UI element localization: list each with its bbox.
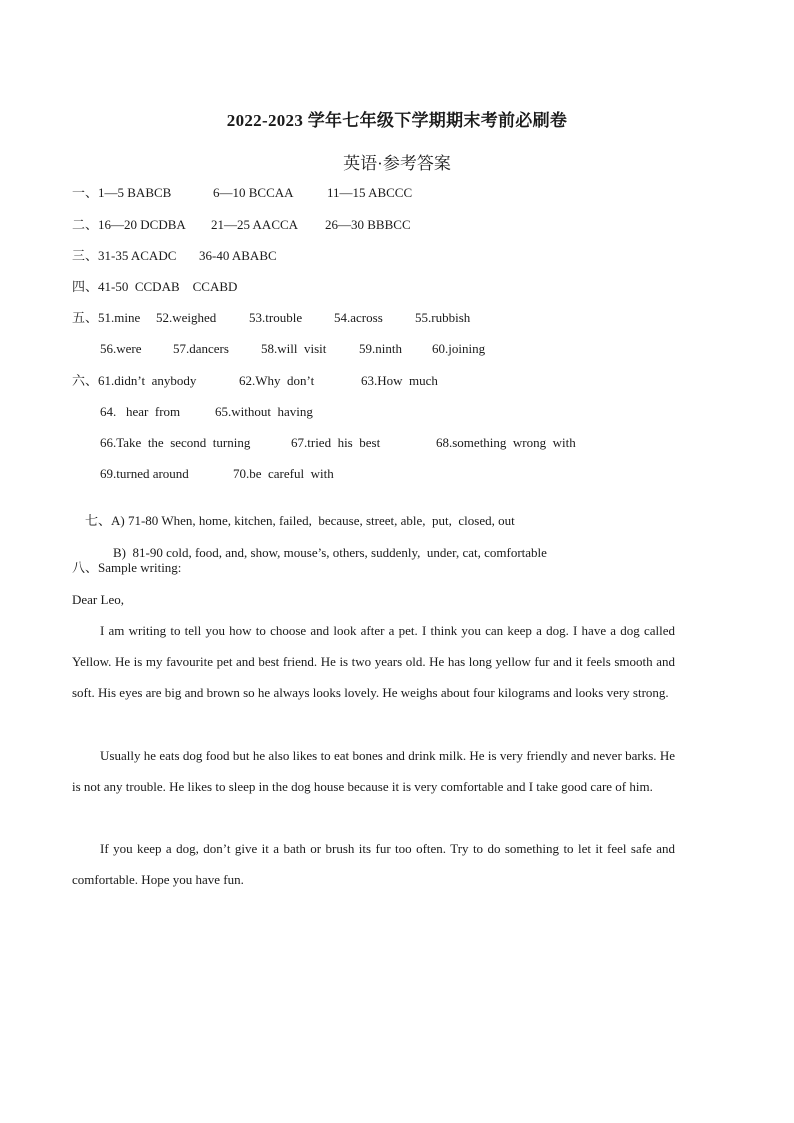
section-1-label: 一、 [72,185,99,200]
page-subtitle: 英语·参考答案 [343,154,451,173]
answer-item: 70.be careful with [233,466,334,481]
letter-paragraph-2: Usually he eats dog food but he also likes to eat bones and drink milk. He is very friendly and never barks. He is not any trouble. He likes to sleep in the dog house because it is very comfortable and I take good care of him. [72,748,675,795]
answer-item: 68.something wrong with [436,435,576,450]
answer-item: 64. hear from [100,404,181,419]
answer-item: 56.were [100,341,142,356]
letter-paragraph-3: If you keep a dog, don’t give it a bath or brush its fur too often. Try to do something to let it feel safe and comfortable. Hope you have fun. [72,841,675,888]
answer-group: 1—5 BABCB [98,185,172,200]
answer-item: 55.rubbish [415,310,471,325]
answer-item: 67.tried his best [291,435,381,450]
answer-group: 16—20 DCDBA [98,217,186,232]
answer-item: 66.Take the second turning [100,435,251,450]
answer-group: A) 71-80 When, home, kitchen, failed, because, street, able, put, closed, out [111,513,515,528]
sample-writing-intro: Sample writing: [98,560,182,575]
answer-item: 63.How much [361,373,438,388]
section-6-row-2 [100,404,313,420]
answer-group: B) 81-90 cold, food, and, show, mouse’s, others, suddenly, under, cat, comfortable [113,545,547,560]
answer-group: 6—10 BCCAA [213,185,294,200]
section-2-label: 二、 [72,217,99,232]
answer-group: 31-35 ACADC [98,248,177,263]
answer-group: 11—15 ABCCC [327,185,413,200]
answer-item: 65.without having [215,404,313,419]
answer-group: 36-40 ABABC [199,248,277,263]
answer-item: 60.joining [432,341,486,356]
section-5-row-1 [72,310,470,326]
answer-item: 61.didn’t anybody [98,373,197,388]
section-8-heading [72,560,181,576]
answer-item: 54.across [334,310,383,325]
answer-item: 51.mine [98,310,141,325]
section-6-row-3 [100,435,576,451]
section-2-answers [72,217,411,233]
letter-paragraph-1: I am writing to tell you how to choose and look after a pet. I think you can keep a dog. I have a dog called Yellow. He is my favourite pet and best friend. He is two years old. He has long yellow fur and it feels smooth and soft. His eyes are big and brown so he always looks lovely. He weighs about four kilograms and looks very strong. [72,623,675,701]
section-4-label: 四、 [72,279,99,294]
answer-item: 57.dancers [173,341,229,356]
section-8-label: 八、 [72,560,99,575]
letter-greeting: Dear Leo, [72,592,124,607]
answer-item: 59.ninth [359,341,402,356]
section-6-label: 六、 [72,373,99,388]
answer-group: 26—30 BBBCC [325,217,411,232]
section-6-row-4 [100,466,334,482]
answer-group: 21—25 AACCA [211,217,299,232]
answer-item: 69.turned around [100,466,189,481]
section-5-row-2 [100,341,485,357]
answer-item: 62.Why don’t [239,373,315,388]
section-5-label: 五、 [72,310,99,325]
section-3-label: 三、 [72,248,99,263]
section-7-label: 七、 [85,513,112,528]
section-3-answers [72,248,277,264]
answer-item: 53.trouble [249,310,303,325]
answer-item: 58.will visit [261,341,327,356]
section-1-answers [72,185,412,201]
section-4-answers [72,279,237,295]
answer-group: 41-50 CCDAB CCABD [98,279,238,294]
page-title: 2022-2023 学年七年级下学期期末考前必刷卷 [226,111,568,130]
section-6-row-1 [72,373,438,389]
answer-item: 52.weighed [156,310,217,325]
